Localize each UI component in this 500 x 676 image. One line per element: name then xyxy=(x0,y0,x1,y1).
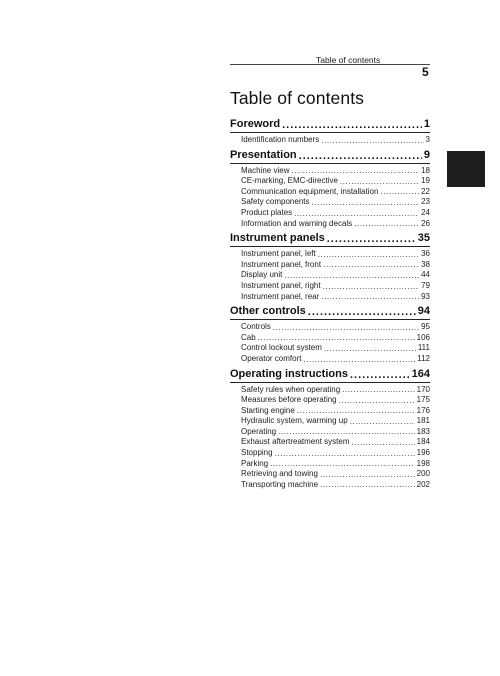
toc-entry[interactable] xyxy=(241,260,430,271)
toc-entry[interactable] xyxy=(241,187,430,198)
dot-leader xyxy=(297,406,415,416)
toc-entry-label: Display unit xyxy=(241,270,283,280)
toc-entry-label: Retrieving and towing xyxy=(241,469,318,479)
toc-entry-label: Instrument panel, front xyxy=(241,259,322,269)
dot-leader xyxy=(270,459,415,469)
dot-leader xyxy=(354,219,419,229)
toc-entry-page: 38 xyxy=(421,259,430,269)
dot-leader xyxy=(318,250,419,260)
dot-leader xyxy=(294,209,419,219)
dot-leader xyxy=(299,150,422,163)
toc-entry-page: 24 xyxy=(421,207,430,217)
toc-entry[interactable] xyxy=(241,469,430,480)
toc-entry-page: 44 xyxy=(421,270,430,280)
toc-entry-page: 106 xyxy=(416,332,430,342)
toc-entry[interactable] xyxy=(241,416,430,427)
toc-entry[interactable] xyxy=(241,208,430,219)
dot-leader xyxy=(258,333,415,343)
toc-entry-label: Hydraulic system, warming up xyxy=(241,416,348,426)
dot-leader xyxy=(278,427,415,437)
toc-section xyxy=(230,368,430,494)
toc-entry[interactable] xyxy=(241,166,430,177)
toc-section-page: 1 xyxy=(423,118,430,130)
dot-leader xyxy=(340,177,419,187)
toc-section-heading[interactable] xyxy=(230,149,430,164)
toc-entry[interactable] xyxy=(241,437,430,448)
toc-entry-label: Communication equipment, installation xyxy=(241,186,379,196)
toc-section xyxy=(230,118,430,149)
toc-entry-list xyxy=(230,133,430,149)
toc-entry[interactable] xyxy=(241,219,430,230)
toc-entry-list xyxy=(230,320,430,367)
toc-entry-label: Control lockout system xyxy=(241,343,322,353)
toc-entry[interactable] xyxy=(241,135,430,146)
toc-section-heading[interactable] xyxy=(230,305,430,320)
dot-leader xyxy=(350,417,415,427)
toc-entry-label: Machine view xyxy=(241,165,290,175)
toc-section-page: 9 xyxy=(423,148,430,161)
toc-entry[interactable] xyxy=(241,333,430,344)
toc-entry-page: 198 xyxy=(416,458,430,468)
toc-entry[interactable] xyxy=(241,448,430,459)
toc-entry[interactable] xyxy=(241,406,430,417)
dot-leader xyxy=(323,282,419,292)
toc-entry-label: CE-marking, EMC-directive xyxy=(241,176,338,186)
toc-entry-label: Stopping xyxy=(241,448,273,458)
toc-section-heading[interactable] xyxy=(230,368,430,383)
table-of-contents xyxy=(230,118,430,493)
dot-leader xyxy=(323,260,419,270)
dot-leader xyxy=(273,323,419,333)
toc-entry-page: 184 xyxy=(416,437,430,447)
toc-entry[interactable] xyxy=(241,459,430,470)
toc-section-title: Instrument panels xyxy=(230,232,325,245)
toc-entry-label: Transporting machine xyxy=(241,479,319,489)
toc-section-page: 164 xyxy=(411,367,430,380)
toc-entry-page: 200 xyxy=(416,469,430,479)
toc-entry-list xyxy=(230,164,430,233)
dot-leader xyxy=(350,369,410,382)
toc-section xyxy=(230,232,430,305)
toc-section-title: Presentation xyxy=(230,148,297,161)
toc-entry-label: Instrument panel, right xyxy=(241,280,321,290)
toc-entry-page: 95 xyxy=(421,322,430,332)
toc-entry-page: 18 xyxy=(421,165,430,175)
toc-entry[interactable] xyxy=(241,197,430,208)
toc-entry-page: 176 xyxy=(416,405,430,415)
dot-leader xyxy=(303,355,415,365)
dot-leader xyxy=(321,136,423,146)
toc-entry-label: Starting engine xyxy=(241,405,295,415)
dot-leader xyxy=(291,166,419,176)
toc-entry-page: 183 xyxy=(416,426,430,436)
toc-section xyxy=(230,305,430,367)
toc-entry[interactable] xyxy=(241,480,430,491)
dot-leader xyxy=(311,198,419,208)
toc-entry-page: 36 xyxy=(421,249,430,259)
toc-entry-label: Exhaust aftertreatment system xyxy=(241,437,350,447)
toc-entry[interactable] xyxy=(241,322,430,333)
toc-entry-label: Cab xyxy=(241,332,256,342)
toc-entry[interactable] xyxy=(241,385,430,396)
toc-entry-label: Measures before operating xyxy=(241,395,337,405)
toc-section-page: 35 xyxy=(417,232,430,245)
toc-entry-page: 181 xyxy=(416,416,430,426)
dot-leader xyxy=(327,233,416,246)
dot-leader xyxy=(320,470,415,480)
running-header: Table of contents xyxy=(316,55,381,65)
dot-leader xyxy=(352,438,415,448)
toc-entry-list xyxy=(230,247,430,305)
dot-leader xyxy=(342,385,414,395)
toc-entry-page: 111 xyxy=(417,343,430,353)
toc-section-title: Operating instructions xyxy=(230,367,348,380)
toc-entry[interactable] xyxy=(241,354,430,365)
toc-entry[interactable] xyxy=(241,292,430,303)
dot-leader xyxy=(284,271,419,281)
toc-entry-label: Controls xyxy=(241,322,271,332)
toc-entry-label: Instrument panel, rear xyxy=(241,291,320,301)
chapter-side-tab xyxy=(447,151,485,187)
toc-entry-label: Operator comfort xyxy=(241,353,302,363)
toc-section-title: Other controls xyxy=(230,305,306,318)
toc-entry-label: Product plates xyxy=(241,207,293,217)
header-rule xyxy=(230,64,430,65)
toc-entry-page: 22 xyxy=(421,186,430,196)
toc-entry-page: 19 xyxy=(421,176,430,186)
toc-entry[interactable] xyxy=(241,249,430,260)
toc-entry-page: 202 xyxy=(416,479,430,489)
toc-entry[interactable] xyxy=(241,270,430,281)
toc-entry-page: 93 xyxy=(421,291,430,301)
toc-entry-page: 23 xyxy=(421,197,430,207)
toc-entry-page: 3 xyxy=(425,135,430,144)
toc-entry-label: Safety rules when operating xyxy=(241,384,341,394)
page-number: 5 xyxy=(422,65,429,79)
toc-section-heading[interactable] xyxy=(230,118,430,133)
toc-entry[interactable] xyxy=(241,343,430,354)
toc-entry[interactable] xyxy=(241,395,430,406)
dot-leader xyxy=(380,187,419,197)
toc-entry-label: Instrument panel, left xyxy=(241,249,316,259)
toc-section-heading[interactable] xyxy=(230,232,430,247)
page-title: Table of contents xyxy=(230,88,365,108)
toc-entry-page: 175 xyxy=(416,395,430,405)
toc-entry-page: 79 xyxy=(421,280,430,290)
dot-leader xyxy=(275,449,415,459)
toc-section-title: Foreword xyxy=(230,118,281,130)
toc-entry-label: Operating xyxy=(241,426,277,436)
toc-entry-page: 170 xyxy=(416,384,430,394)
toc-entry-label: Parking xyxy=(241,458,269,468)
toc-entry-label: Information and warning decals xyxy=(241,218,353,228)
dot-leader xyxy=(324,344,416,354)
toc-entry-page: 112 xyxy=(417,353,430,363)
toc-section xyxy=(230,149,430,233)
toc-section-page: 94 xyxy=(417,305,430,318)
dot-leader xyxy=(282,119,422,132)
toc-entry-page: 26 xyxy=(421,218,430,228)
toc-entry-page: 196 xyxy=(416,448,430,458)
toc-entry[interactable] xyxy=(241,281,430,292)
dot-leader xyxy=(308,306,416,319)
toc-entry-label: Identification numbers xyxy=(241,135,320,144)
toc-entry[interactable] xyxy=(241,176,430,187)
toc-entry[interactable] xyxy=(241,427,430,438)
dot-leader xyxy=(321,292,419,302)
toc-entry-label: Safety components xyxy=(241,197,310,207)
dot-leader xyxy=(320,480,415,490)
toc-entry-list xyxy=(230,383,430,494)
dot-leader xyxy=(339,396,415,406)
